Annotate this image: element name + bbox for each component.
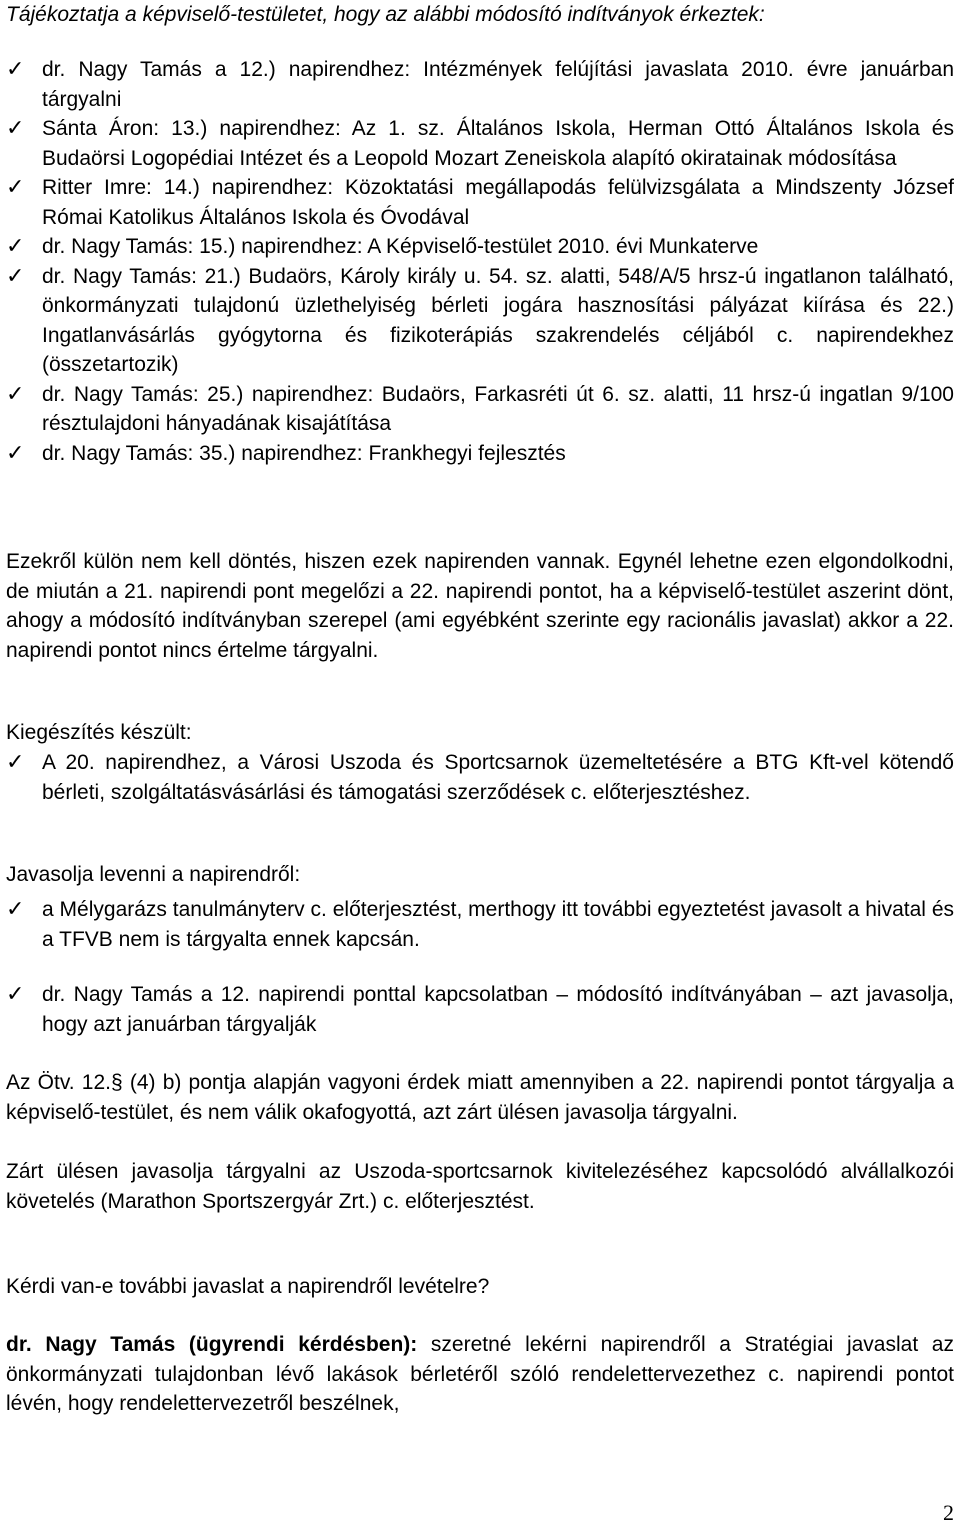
removal-heading: Javasolja levenni a napirendről: <box>6 863 301 886</box>
motion-text: dr. Nagy Tamás a 12.) napirendhez: Intézmények felújítási javaslata 2010. évre januárban tárgyalni <box>42 58 954 111</box>
motion-list <box>6 55 954 468</box>
check-icon: ✓ <box>6 381 25 407</box>
check-icon: ✓ <box>6 263 25 289</box>
supplement-list <box>6 748 954 807</box>
speaker-paragraph <box>6 1330 954 1419</box>
check-icon: ✓ <box>6 897 25 922</box>
paragraph-no-decision: Ezekről külön nem kell döntés, hiszen ezek napirenden vannak. Egynél lehetne ezen elgondolkodni, de miután a 21. napirendi pont megelőzi a 22. napirendi pontot, ha a képviselő-testület aszerint dönt, ahogy a módosító indítványban szerepel (ami egyébként szerinte egy racionális javaslat) akkor a 22. napirendi pontot nincs értelme tárgyalni. <box>6 550 954 662</box>
motion-text: dr. Nagy Tamás: 21.) Budaörs, Károly király u. 54. sz. alatti, 548/A/5 hrsz-ú ingatlanon található, önkormányzati tulajdonú üzlethelyiség bérleti jogára hasznosítási pályázat kiírása és 22.) Ingatlanvásárlás gyógytorna és fizikoterápiás szakrendelés céljából c. napirendekhez (összetartozik) <box>42 264 954 376</box>
check-icon: ✓ <box>6 982 25 1007</box>
intro-text: Tájékoztatja a képviselő-testületet, hogy az alábbi módosító indítványok érkeztek: <box>6 3 765 26</box>
check-icon: ✓ <box>6 116 25 141</box>
check-icon: ✓ <box>6 234 25 259</box>
removal-list-2 <box>6 980 954 1039</box>
paragraph-otv: Az Ötv. 12.§ (4) b) pontja alapján vagyoni érdek miatt amennyiben a 22. napirendi pontot tárgyalja a képviselő-testület, és nem válik okafogyottá, azt zárt ülésen javasolja tárgyalni. <box>6 1071 954 1124</box>
motion-text: dr. Nagy Tamás: 25.) napirendhez: Budaörs, Farkasréti út 6. sz. alatti, 11 hrsz-ú ingatlan 9/100 résztulajdoni hányadának kisajátítása <box>42 382 954 435</box>
check-icon: ✓ <box>6 440 25 466</box>
list-item <box>6 262 954 380</box>
list-item <box>6 232 954 262</box>
motion-text: Sánta Áron: 13.) napirendhez: Az 1. sz. Általános Iskola, Herman Ottó Általános Iskola és Budaörsi Logopédiai Intézet és a Leopold Mozart Zeneiskola alapító okiratainak módosítása <box>42 117 954 170</box>
motion-text: dr. Nagy Tamás: 35.) napirendhez: Frankhegyi fejlesztés <box>42 441 566 465</box>
paragraph-closed-session: Zárt ülésen javasolja tárgyalni az Uszoda-sportcsarnok kivitelezéséhez kapcsolódó alvállalkozói követelés (Marathon Sportszergyár Zrt.) c. előterjesztést. <box>6 1160 954 1213</box>
question-text: Kérdi van-e további javaslat a napirendről levételre? <box>6 1275 490 1298</box>
list-item <box>6 173 954 232</box>
list-item <box>6 980 954 1039</box>
removal-text: a Mélygarázs tanulmányterv c. előterjesztést, merthogy itt további egyeztetést javasolt a hivatal és a TFVB nem is tárgyalta ennek kapcsán. <box>42 898 954 951</box>
motion-text: dr. Nagy Tamás: 15.) napirendhez: A Képviselő-testület 2010. évi Munkaterve <box>42 235 759 258</box>
list-item <box>6 380 954 439</box>
supplement-text: A 20. napirendhez, a Városi Uszoda és Sportcsarnok üzemeltetésére a BTG Kft-vel kötendő bérleti, szolgáltatásvásárlási és támogatási szerződések c. előterjesztéshez. <box>42 751 954 804</box>
page-number: 2 <box>943 1500 954 1525</box>
speaker-text: szeretné lekérni napirendről a Stratégiai javaslat az önkormányzati tulajdonban lévő lakások bérletéről szóló rendelettervezethez c. napirendi pontot lévén, hogy rendelettervezetről beszélnek, <box>6 1333 954 1415</box>
list-item <box>6 748 954 807</box>
list-item <box>6 114 954 173</box>
check-icon: ✓ <box>6 175 25 200</box>
speaker-name: dr. Nagy Tamás (ügyrendi kérdésben): <box>6 1333 418 1356</box>
list-item <box>6 55 954 114</box>
check-icon: ✓ <box>6 57 25 82</box>
list-item <box>6 895 954 954</box>
removal-list-1 <box>6 895 954 954</box>
check-icon: ✓ <box>6 750 25 775</box>
list-item <box>6 439 954 469</box>
removal-text: dr. Nagy Tamás a 12. napirendi ponttal kapcsolatban – módosító indítványában – azt javasolja, hogy azt januárban tárgyalják <box>42 983 954 1036</box>
motion-text: Ritter Imre: 14.) napirendhez: Közoktatási megállapodás felülvizsgálata a Mindszenty József Római Katolikus Általános Iskola és Óvodával <box>42 176 954 229</box>
supplement-heading: Kiegészítés készült: <box>6 721 192 744</box>
